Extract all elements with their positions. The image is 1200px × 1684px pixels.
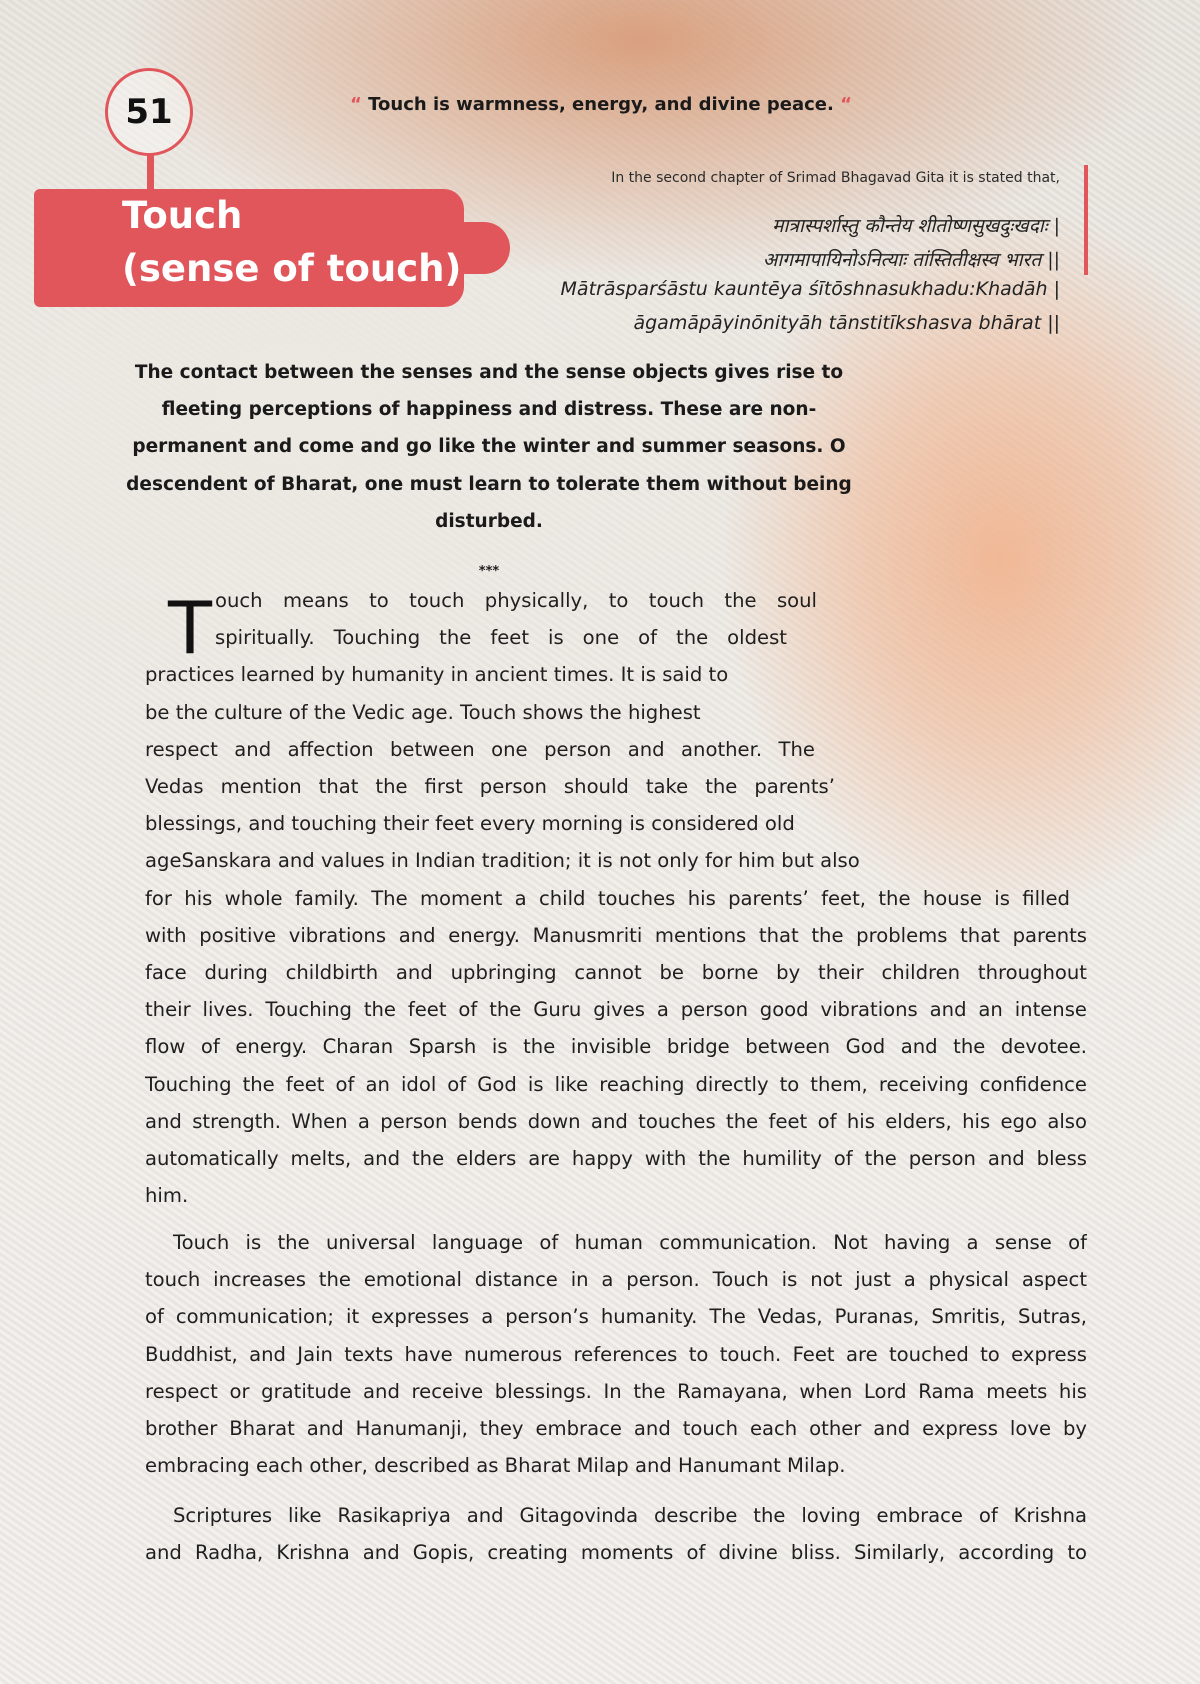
body-p1-line: with positive vibrations and energy. Manusmriti mentions that the problems that parents xyxy=(145,924,1087,947)
meaning-line-2: fleeting perceptions of happiness and distress. These are non- xyxy=(161,399,817,421)
meaning-line-5: disturbed. xyxy=(435,510,543,532)
sanskrit-line-1: मात्रास्पर्शास्तु कौन्तेय शीतोष्णसुखदुःखदाः | xyxy=(772,215,1060,237)
body-p1-line: for his whole family. The moment a child touches his parents’ feet, the house is filled xyxy=(145,887,1070,910)
body-p2-line: brother Bharat and Hanumanji, they embrace and touch each other and express love by xyxy=(145,1418,1087,1440)
body-p1-line: and strength. When a person bends down and touches the feet of his elders, his ego also xyxy=(145,1110,1087,1133)
verse-meaning xyxy=(120,354,858,540)
transliteration-line-2: āgamāpāyinōnityāh tānstitīkshasva bhārat || xyxy=(633,312,1060,334)
badge-connector xyxy=(147,154,154,190)
section-separator: *** xyxy=(478,564,500,579)
body-p3-line: Scriptures like Rasikapriya and Gitagovinda describe the loving embrace of Krishna xyxy=(173,1505,1087,1527)
meaning-line-4: descendent of Bharat, one must learn to tolerate them without being xyxy=(126,473,852,495)
body-p1-line: their lives. Touching the feet of the Guru gives a person good vibrations and an intense xyxy=(145,999,1087,1022)
title-line-1: Touch xyxy=(122,194,243,237)
body-p2-line: embracing each other, described as Bharat Milap and Hanumant Milap. xyxy=(145,1455,846,1478)
body-p1-line: automatically melts, and the elders are happy with the humility of the person and bless xyxy=(145,1148,1087,1170)
body-p2-line: touch increases the emotional distance in a person. Touch is not just a physical aspect xyxy=(145,1269,1087,1292)
body-p1-line: spiritually. Touching the feet is one of the oldest xyxy=(215,627,787,650)
header-quote xyxy=(350,94,852,115)
page-number: 51 xyxy=(125,92,173,132)
meaning-line-3: permanent and come and go like the winter and summer seasons. O xyxy=(132,436,846,458)
verse-accent-rule xyxy=(1084,165,1088,275)
verse-intro: In the second chapter of Srimad Bhagavad Gita it is stated that, xyxy=(611,170,1060,186)
transliteration-line-1: Mātrāsparśāstu kauntēya śītōshnasukhadu:Khadāh | xyxy=(560,278,1060,300)
body-p1-line: face during childbirth and upbringing cannot be borne by their children throughout xyxy=(145,962,1087,984)
body-p2-line: Touch is the universal language of human communication. Not having a sense of xyxy=(173,1232,1087,1254)
body-p1-line: ageSanskara and values in Indian tradition; it is not only for him but also xyxy=(145,850,860,873)
body-p1-line: respect and affection between one person and another. The xyxy=(145,738,815,761)
quote-close-mark: “ xyxy=(840,94,852,115)
body-p1-line: Vedas mention that the first person should take the parents’ xyxy=(145,776,835,798)
body-p1-line: ouch means to touch physically, to touch the soul xyxy=(215,590,817,612)
quote-text: Touch is warmness, energy, and divine peace. xyxy=(368,94,834,115)
body-p1-line: be the culture of the Vedic age. Touch shows the highest xyxy=(145,701,701,724)
body-p1-line: blessings, and touching their feet every morning is considered old xyxy=(145,813,795,836)
body-p3-line: and Radha, Krishna and Gopis, creating moments of divine bliss. Similarly, according to xyxy=(145,1542,1087,1565)
body-p1-line: him. xyxy=(145,1185,189,1208)
quote-open-mark: “ xyxy=(350,94,362,115)
body-p1-line: practices learned by humanity in ancient times. It is said to xyxy=(145,664,729,687)
body-p2-line: Buddhist, and Jain texts have numerous references to touch. Feet are touched to express xyxy=(145,1343,1087,1366)
body-p2-line: respect or gratitude and receive blessings. In the Ramayana, when Lord Rama meets his xyxy=(145,1380,1087,1403)
sanskrit-line-2: आगमापायिनोऽनित्याः तांस्तितीक्षस्व भारत || xyxy=(762,249,1060,271)
drop-cap: T xyxy=(168,586,212,670)
body-p2-line: of communication; it expresses a person’s humanity. The Vedas, Puranas, Smritis, Sutras, xyxy=(145,1306,1087,1329)
body-p1-line: flow of energy. Charan Sparsh is the invisible bridge between God and the devotee. xyxy=(145,1036,1087,1059)
page-number-badge xyxy=(105,68,193,156)
meaning-line-1: The contact between the senses and the sense objects gives rise to xyxy=(134,362,844,383)
title-line-2: (sense of touch) xyxy=(122,247,462,290)
body-p1-line: Touching the feet of an idol of God is like reaching directly to them, receiving confidence xyxy=(145,1073,1087,1096)
